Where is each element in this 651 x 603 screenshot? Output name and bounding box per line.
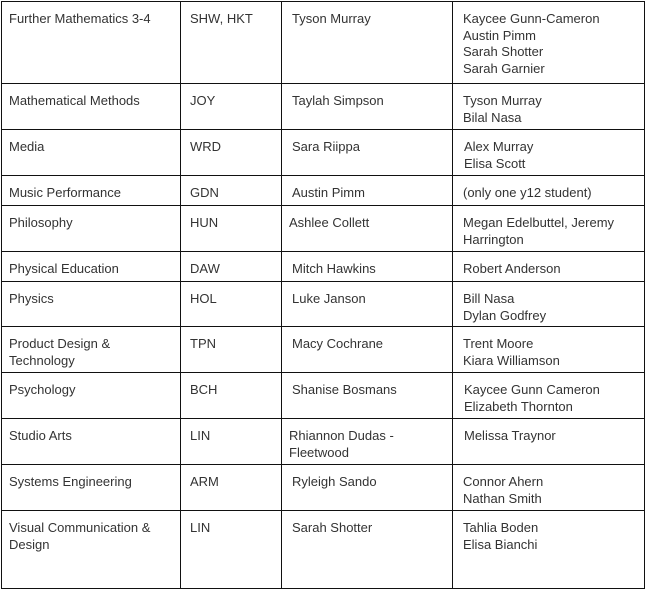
subject-line: Systems Engineering xyxy=(9,474,132,489)
other-students-line: Melissa Traynor xyxy=(464,428,556,443)
student-line: Taylah Simpson xyxy=(292,93,384,108)
student-line: Mitch Hawkins xyxy=(292,261,376,276)
other-students-cell xyxy=(453,465,645,511)
other-students-line: Kaycee Gunn Cameron xyxy=(464,382,600,397)
other-students-line: Austin Pimm xyxy=(463,27,536,43)
teacher-code-cell xyxy=(181,282,282,327)
teacher-code-text: HUN xyxy=(190,215,219,230)
student-cell xyxy=(282,419,453,465)
student-cell xyxy=(282,206,453,252)
other-students-line: Kiara Williamson xyxy=(463,352,560,368)
student-cell xyxy=(282,130,453,176)
other-students-line: Trent Moore xyxy=(463,336,534,351)
teacher-code-text: DAW xyxy=(190,261,220,276)
other-students-cell xyxy=(453,419,645,465)
student-cell xyxy=(282,327,453,373)
student-line: Luke Janson xyxy=(292,291,366,306)
subject-line: Technology xyxy=(9,352,75,368)
subject-line: Physics xyxy=(9,291,54,306)
student-line: Sarah Shotter xyxy=(292,520,373,535)
other-students-cell xyxy=(453,373,645,419)
subject-cell xyxy=(2,327,181,373)
teacher-code-text: ARM xyxy=(190,474,219,489)
teacher-code-text: SHW, HKT xyxy=(190,11,253,26)
subject-cell xyxy=(2,252,181,282)
subject-line: Product Design & xyxy=(9,336,111,351)
other-students-cell xyxy=(453,252,645,282)
table-row xyxy=(2,2,645,84)
other-students-line: Sarah Shotter xyxy=(463,44,544,59)
student-cell xyxy=(282,511,453,589)
other-students-line: Harrington xyxy=(463,231,524,247)
other-students-line: Elisa Scott xyxy=(464,155,526,171)
table-row xyxy=(2,206,645,252)
subject-cell xyxy=(2,282,181,327)
student-line: Macy Cochrane xyxy=(292,336,384,351)
subject-line: Psychology xyxy=(9,382,76,397)
student-line: Ryleigh Sando xyxy=(292,474,377,489)
subject-cell xyxy=(2,84,181,130)
other-students-cell xyxy=(453,511,645,589)
other-students-line: Megan Edelbuttel, Jeremy xyxy=(463,215,615,230)
other-students-cell xyxy=(453,130,645,176)
other-students-cell xyxy=(453,176,645,206)
subject-cell xyxy=(2,419,181,465)
subject-line: Media xyxy=(9,139,45,154)
other-students-line: Alex Murray xyxy=(464,139,534,154)
other-students-line: Bill Nasa xyxy=(463,291,515,306)
student-cell xyxy=(282,252,453,282)
table-row xyxy=(2,282,645,327)
subject-cell xyxy=(2,465,181,511)
other-students-line: Elizabeth Thornton xyxy=(464,398,573,414)
table-body xyxy=(2,2,645,589)
other-students-line: Connor Ahern xyxy=(463,474,544,489)
table-row xyxy=(2,327,645,373)
table-row xyxy=(2,84,645,130)
table-row xyxy=(2,465,645,511)
other-students-line: Elisa Bianchi xyxy=(463,536,538,552)
subject-line: Visual Communication & xyxy=(9,520,151,535)
teacher-code-cell xyxy=(181,176,282,206)
table-row xyxy=(2,176,645,206)
student-line: Tyson Murray xyxy=(292,11,371,26)
teacher-code-cell xyxy=(181,130,282,176)
other-students-cell xyxy=(453,84,645,130)
teacher-code-cell xyxy=(181,419,282,465)
subject-allocation-table xyxy=(1,1,645,589)
student-cell xyxy=(282,176,453,206)
other-students-line: Tahlia Boden xyxy=(463,520,539,535)
student-cell xyxy=(282,282,453,327)
subject-line: Studio Arts xyxy=(9,428,72,443)
other-students-line: Kaycee Gunn-Cameron xyxy=(463,11,600,26)
student-line: Rhiannon Dudas - xyxy=(289,428,394,443)
teacher-code-cell xyxy=(181,327,282,373)
teacher-code-cell xyxy=(181,2,282,84)
student-cell xyxy=(282,373,453,419)
subject-cell xyxy=(2,206,181,252)
teacher-code-cell xyxy=(181,252,282,282)
teacher-code-text: LIN xyxy=(190,428,211,443)
subject-line: Physical Education xyxy=(9,261,119,276)
student-line: Sara Riippa xyxy=(292,139,360,154)
student-cell xyxy=(282,2,453,84)
other-students-line: (only one y12 student) xyxy=(463,185,592,200)
other-students-cell xyxy=(453,206,645,252)
student-line: Shanise Bosmans xyxy=(292,382,397,397)
other-students-line: Tyson Murray xyxy=(463,93,542,108)
subject-line: Design xyxy=(9,536,50,552)
teacher-code-text: TPN xyxy=(190,336,216,351)
table-row xyxy=(2,130,645,176)
student-cell xyxy=(282,84,453,130)
subject-line: Mathematical Methods xyxy=(9,93,140,108)
teacher-code-text: HOL xyxy=(190,291,217,306)
teacher-code-cell xyxy=(181,465,282,511)
teacher-code-text: BCH xyxy=(190,382,218,397)
other-students-line: Sarah Garnier xyxy=(463,60,545,76)
teacher-code-text: JOY xyxy=(190,93,216,108)
subject-line: Philosophy xyxy=(9,215,73,230)
subject-cell xyxy=(2,176,181,206)
table-row xyxy=(2,252,645,282)
other-students-line: Robert Anderson xyxy=(463,261,561,276)
teacher-code-text: LIN xyxy=(190,520,211,535)
teacher-code-cell xyxy=(181,373,282,419)
other-students-line: Nathan Smith xyxy=(463,490,542,506)
other-students-line: Dylan Godfrey xyxy=(463,307,547,323)
teacher-code-cell xyxy=(181,511,282,589)
subject-line: Further Mathematics 3-4 xyxy=(9,11,151,26)
other-students-line: Bilal Nasa xyxy=(463,109,522,125)
student-line: Fleetwood xyxy=(289,444,349,460)
subject-cell xyxy=(2,130,181,176)
table-row xyxy=(2,373,645,419)
other-students-cell xyxy=(453,282,645,327)
subject-cell xyxy=(2,511,181,589)
student-cell xyxy=(282,465,453,511)
subject-line: Music Performance xyxy=(9,185,121,200)
teacher-code-text: GDN xyxy=(190,185,219,200)
other-students-cell xyxy=(453,327,645,373)
teacher-code-cell xyxy=(181,84,282,130)
student-line: Austin Pimm xyxy=(292,185,365,200)
subject-cell xyxy=(2,373,181,419)
teacher-code-cell xyxy=(181,206,282,252)
table-row xyxy=(2,419,645,465)
table-row xyxy=(2,511,645,589)
other-students-cell xyxy=(453,2,645,84)
subject-cell xyxy=(2,2,181,84)
teacher-code-text: WRD xyxy=(190,139,222,154)
student-line: Ashlee Collett xyxy=(289,215,370,230)
